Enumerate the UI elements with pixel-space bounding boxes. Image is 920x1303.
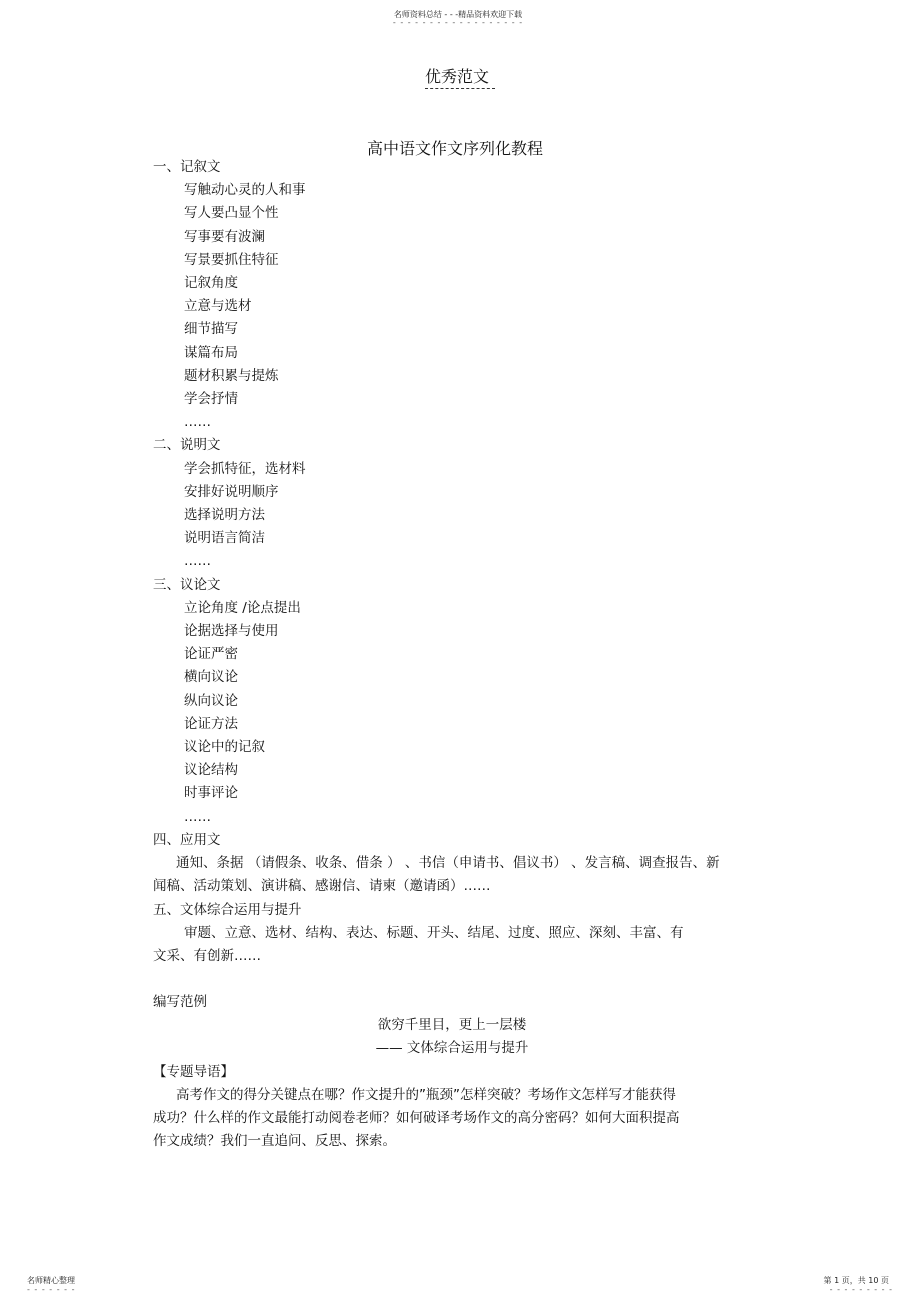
- banner: [0, 64, 920, 87]
- section4-line1: 通知、条据 （请假条、收条、借条 ） 、书信（申请书、倡议书） 、发言稿、调查报告、新: [176, 855, 720, 871]
- header-source-text: 名师资料总结 - - -精品资料欢迎下载: [393, 10, 523, 19]
- outline-item: 议论结构: [184, 762, 238, 778]
- section-heading: 三、议论文: [153, 577, 221, 593]
- header-dots: - - - - - - - - - - - - - - - - - -: [392, 18, 524, 27]
- outline-item: 纵向议论: [184, 693, 238, 709]
- outline-item: 时事评论: [184, 785, 238, 801]
- section5-line1: 审题、立意、选材、结构、表达、标题、开头、结尾、过度、照应、深刻、丰富、有: [184, 925, 684, 941]
- outline-item: 谋篇布局: [184, 345, 238, 361]
- outline-item: 论据选择与使用: [184, 623, 279, 639]
- section-heading: 五、文体综合运用与提升: [153, 902, 302, 918]
- guide-paragraph-line: 作文成绩？我们一直追问、反思、探索。: [153, 1133, 396, 1149]
- outline-item: 横向议论: [184, 669, 238, 685]
- outline-item: 学会抒情: [184, 391, 238, 407]
- document-title: 高中语文作文序列化教程: [366, 139, 543, 158]
- outline-item: 细节描写: [184, 321, 238, 337]
- section5-line2: 文采、有创新……: [153, 948, 261, 964]
- outline-item: 写事要有波澜: [184, 229, 265, 245]
- guide-paragraph-line: 成功？什么样的作文最能打动阅卷老师？如何破译考场作文的高分密码？如何大面积提高: [153, 1110, 680, 1126]
- guide-label: 【专题导语】: [153, 1064, 234, 1080]
- section-heading: 二、说明文: [153, 437, 221, 453]
- outline-item: ……: [184, 553, 211, 569]
- outline-item: 写人要凸显个性: [184, 205, 279, 221]
- footer-left-dots: - - - - - - -: [27, 1285, 76, 1294]
- banner-text: 优秀范文: [425, 67, 495, 89]
- outline-item: 写景要抓住特征: [184, 252, 279, 268]
- outline-item: 论证方法: [184, 716, 238, 732]
- outline-item: ……: [184, 809, 211, 825]
- footer-right-dots: - - - - - - - - -: [829, 1285, 893, 1294]
- outline-item: 说明语言简洁: [184, 530, 265, 546]
- outline-item: ……: [184, 414, 211, 430]
- outline-item: 立论角度 /论点提出: [184, 600, 301, 616]
- outline-item: 立意与选材: [184, 298, 252, 314]
- example-label: 编写范例: [153, 994, 207, 1010]
- footer-left-text: 名师精心整理: [27, 1276, 75, 1285]
- outline-item: 记叙角度: [184, 275, 238, 291]
- outline-item: 论证严密: [184, 646, 238, 662]
- section4-line2: 闻稿、活动策划、演讲稿、感谢信、请柬（邀请函）……: [153, 878, 491, 894]
- page-number: 第 1 页，共 10 页: [823, 1276, 889, 1285]
- guide-paragraph-line: 高考作文的得分关键点在哪？作文提升的”瓶颈”怎样突破？考场作文怎样写才能获得: [176, 1087, 676, 1103]
- section-heading: 一、记叙文: [153, 159, 221, 175]
- outline-item: 选择说明方法: [184, 507, 265, 523]
- section-heading: 四、应用文: [153, 832, 221, 848]
- outline-item: 题材积累与提炼: [184, 368, 279, 384]
- example-title: 欲穷千里目，更上一层楼: [377, 1017, 527, 1033]
- example-subtitle: —— 文体综合运用与提升: [375, 1040, 529, 1056]
- outline-item: 安排好说明顺序: [184, 484, 279, 500]
- outline-item: 写触动心灵的人和事: [184, 182, 306, 198]
- outline-item: 学会抓特征，选材料: [184, 461, 306, 477]
- outline-item: 议论中的记叙: [184, 739, 265, 755]
